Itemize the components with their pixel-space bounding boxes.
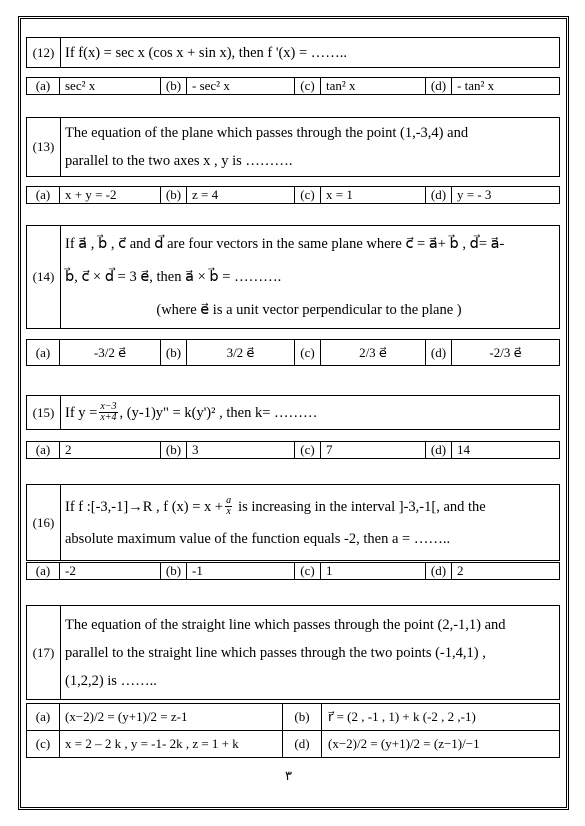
stem-line: If f :[-3,-1]→R , f (x) = x + $\frac{a}{x}$ is increasing in the interval ]-3,-1[, and the bbox=[65, 495, 486, 517]
question-number: (16) bbox=[27, 485, 61, 560]
option-c[interactable]: (c) 1 bbox=[294, 563, 425, 579]
question-13-options bbox=[26, 186, 560, 204]
option-b[interactable]: (b) z = 4 bbox=[160, 187, 294, 203]
option-c[interactable]: (c) x = 1 bbox=[294, 187, 425, 203]
page-number: ٣ bbox=[285, 768, 292, 783]
option-d[interactable]: (d) y = - 3 bbox=[425, 187, 559, 203]
option-a-label: (a) bbox=[27, 704, 60, 730]
fraction: $\frac{x-3}{x+4}$ bbox=[100, 401, 117, 423]
option-d[interactable]: (d) - tan² x bbox=[425, 78, 559, 94]
option-b[interactable]: (b) - sec² x bbox=[160, 78, 294, 94]
question-17-options bbox=[26, 703, 560, 758]
option-c-label: (c) bbox=[27, 731, 60, 757]
stem-line: b⃗, c⃗ × d⃗ = 3 e⃗, then a⃗ × b⃗ = ………. bbox=[65, 268, 282, 285]
question-number: (12) bbox=[27, 38, 61, 67]
stem-line: parallel to the straight line which passes through the two points (-1,4,1) , bbox=[65, 644, 486, 661]
option-a[interactable]: (a) 2 bbox=[27, 442, 160, 458]
question-stem bbox=[65, 226, 553, 328]
question-15-options bbox=[26, 441, 560, 459]
option-b[interactable]: (b) 3/2 e⃗ bbox=[160, 340, 294, 365]
options-row bbox=[27, 730, 559, 757]
question-number: (17) bbox=[27, 606, 61, 699]
option-b-label: (b) bbox=[282, 704, 322, 730]
question-12-options bbox=[26, 77, 560, 95]
question-16-options bbox=[26, 562, 560, 580]
question-15 bbox=[26, 395, 560, 430]
option-d[interactable]: (d) 2 bbox=[425, 563, 559, 579]
question-16 bbox=[26, 484, 560, 561]
option-a[interactable]: (a) -2 bbox=[27, 563, 160, 579]
question-stem bbox=[65, 485, 553, 560]
option-a[interactable]: (a) -3/2 e⃗ bbox=[27, 340, 160, 365]
question-stem bbox=[65, 606, 553, 699]
option-d[interactable]: (x−2)/2 = (y+1)/2 = (z−1)/−1 bbox=[328, 736, 480, 751]
option-a[interactable]: (a) sec² x bbox=[27, 78, 160, 94]
stem-line: If a⃗ , b⃗ , c⃗ and d⃗ are four vectors in the same plane where c⃗ = a⃗+ b⃗ , d⃗= a⃗- bbox=[65, 235, 505, 252]
question-number: (13) bbox=[27, 118, 61, 176]
option-c[interactable]: (c) 7 bbox=[294, 442, 425, 458]
question-14-options bbox=[26, 339, 560, 366]
option-c[interactable]: x = 2 – 2 k , y = -1- 2k , z = 1 + k bbox=[65, 736, 239, 751]
question-number: (14) bbox=[27, 226, 61, 328]
stem-prefix: If y = bbox=[65, 404, 98, 421]
option-c[interactable]: (c) tan² x bbox=[294, 78, 425, 94]
option-d[interactable]: (d) 14 bbox=[425, 442, 559, 458]
question-stem: If f(x) = sec x (cos x + sin x), then f '(x) = …….. bbox=[65, 44, 348, 61]
question-12 bbox=[26, 37, 560, 68]
option-c[interactable]: (c) 2/3 e⃗ bbox=[294, 340, 425, 365]
option-a[interactable]: (a) x + y = -2 bbox=[27, 187, 160, 203]
stem-line: (1,2,2) is …….. bbox=[65, 672, 157, 689]
stem-suffix: , (y-1)y" = k(y')² , then k= ……… bbox=[119, 404, 318, 421]
stem-note: (where e⃗ is a unit vector perpendicular to the plane ) bbox=[156, 301, 462, 318]
stem-line: absolute maximum value of the function equals -2, then a = …….. bbox=[65, 530, 451, 547]
option-a[interactable]: (x−2)/2 = (y+1)/2 = z-1 bbox=[65, 709, 188, 724]
question-number: (15) bbox=[27, 396, 61, 429]
question-17 bbox=[26, 605, 560, 700]
stem-line: parallel to the two axes x , y is ………. bbox=[65, 153, 293, 169]
option-b[interactable]: (b) 3 bbox=[160, 442, 294, 458]
option-b[interactable]: (b) -1 bbox=[160, 563, 294, 579]
question-stem bbox=[65, 396, 553, 429]
option-d[interactable]: (d) -2/3 e⃗ bbox=[425, 340, 559, 365]
question-stem bbox=[65, 118, 553, 176]
stem-line: The equation of the straight line which passes through the point (2,-1,1) and bbox=[65, 616, 506, 633]
question-13 bbox=[26, 117, 560, 177]
stem-line: The equation of the plane which passes through the point (1,-3,4) and bbox=[65, 125, 469, 141]
option-b[interactable]: r⃗ = (2 , -1 , 1) + k (-2 , 2 ,-1) bbox=[328, 709, 476, 724]
question-14 bbox=[26, 225, 560, 329]
option-d-label: (d) bbox=[282, 731, 322, 757]
fraction: $\frac{a}{x}$ bbox=[226, 495, 232, 517]
options-row bbox=[27, 704, 559, 730]
